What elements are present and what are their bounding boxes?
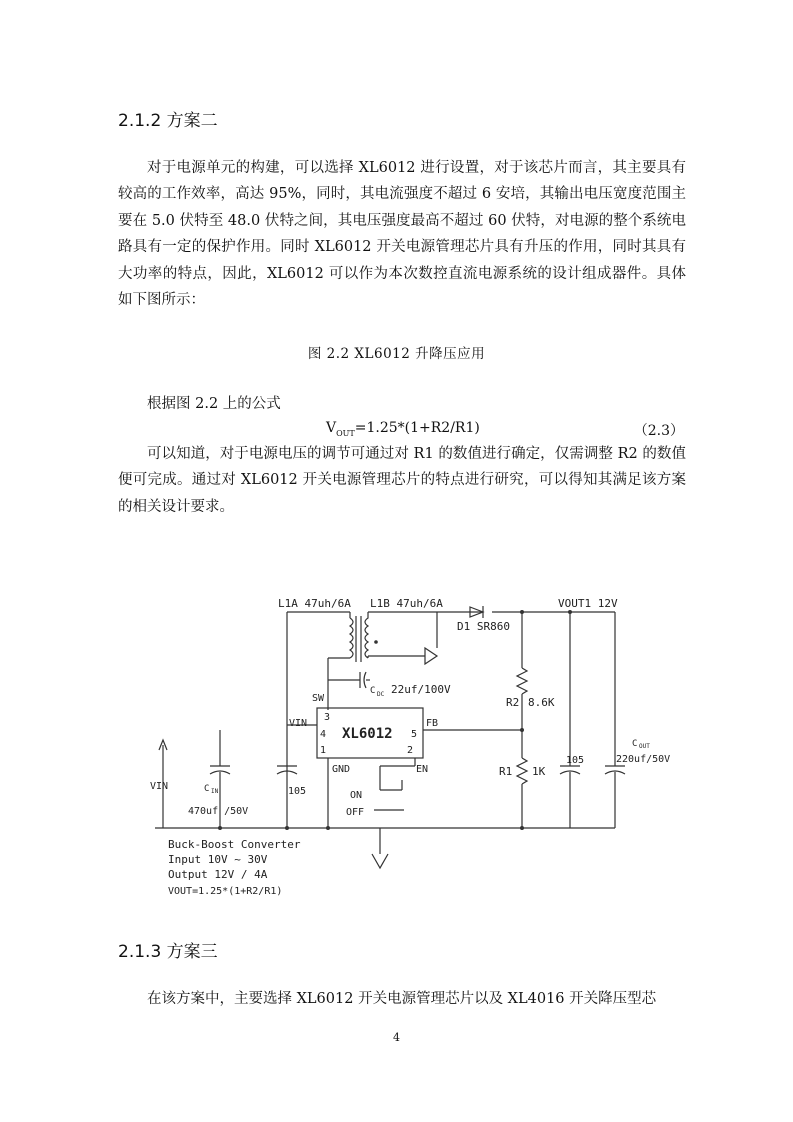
label-off: OFF [346, 807, 365, 818]
label-chip: XL6012 [342, 726, 393, 742]
label-vin-side: VIN [150, 781, 169, 792]
label-cdc-sub: DC [377, 691, 385, 698]
label-on: ON [350, 790, 363, 801]
label-l1a: L1A 47uh/6A [278, 597, 351, 610]
label-r1: R1 [499, 765, 513, 778]
page-number: 4 [393, 1031, 400, 1044]
paragraph-power-unit: 对于电源单元的构建，可以选择 XL6012 进行设置，对于该芯片而言，其主要具有较高的工作效率，高达 95%，同时，其电流强度不超过 6 安培，其输出电压宽度范围主要在 5.0 伏特至 48.0 伏特之间，其电压强度最高不超过 60 伏特，对电源的整个系统电路具有一定的保护作用。同时 XL6012 开关电源管理芯片具有升压的作用，同时其具有大功率的特点，因此，XL6012 可以作为本次数控直流电源系统的设计组成器件。具体如下图所示： [118, 160, 686, 309]
label-cin-value: 470uf /50V [188, 806, 249, 817]
label-cin-c: C [204, 784, 210, 794]
label-pin-5: 5 [411, 729, 418, 740]
section-heading-2-1-2: 2.1.2 方案二 [118, 111, 218, 131]
note-buck-boost: Buck-Boost Converter [168, 838, 301, 851]
label-cout-sub: OUT [639, 743, 650, 750]
label-gnd: GND [332, 764, 351, 775]
note-vout-formula: VOUT=1.25*(1+R2/R1) [168, 886, 283, 897]
label-c105-right: 105 [566, 755, 585, 766]
formula-number: （2.3） [633, 423, 684, 439]
label-r2: R2 [506, 696, 520, 709]
label-sw: SW [312, 693, 325, 704]
paragraph-adjustment: 可以知道，对于电源电压的调节可通过对 R1 的数值进行确定，仅需调整 R2 的数值便可完成。通过对 XL6012 开关电源管理芯片的特点进行研究，可以得知其满足该方案的相关设计要求。 [118, 446, 686, 515]
formula-2-3 [118, 420, 686, 442]
label-pin-2: 2 [407, 745, 414, 756]
label-r1-value: 1K [532, 765, 546, 778]
label-pin-4: 4 [320, 729, 327, 740]
formula-intro: 根据图 2.2 上的公式 [147, 396, 281, 412]
note-output: Output 12V / 4A [168, 868, 268, 881]
figure-caption: 图 2.2 XL6012 升降压应用 [307, 346, 486, 362]
label-fb: FB [426, 718, 439, 729]
label-cdc-c: C [370, 686, 376, 696]
section-heading-2-1-3: 2.1.3 方案三 [118, 942, 218, 962]
label-pin-1: 1 [320, 745, 327, 756]
label-cin-sub: IN [211, 788, 219, 795]
label-r2-value: 8.6K [528, 696, 555, 709]
label-l1b: L1B 47uh/6A [370, 597, 443, 610]
label-c105-left: 105 [288, 786, 307, 797]
note-input: Input 10V ~ 30V [168, 853, 268, 866]
paragraph-scheme-three: 在该方案中，主要选择 XL6012 开关电源管理芯片以及 XL4016 开关降压型芯 [147, 991, 657, 1007]
label-cout-value: 220uf/50V [616, 754, 671, 765]
label-d1: D1 SR860 [457, 620, 510, 633]
label-en: EN [416, 764, 429, 775]
formula-expression: $V_{OUT}=1.25*(1+R2/R1)$ [326, 420, 480, 438]
label-pin-3: 3 [324, 712, 331, 723]
label-vin-pin: VIN [289, 718, 308, 729]
xl6012-circuit-diagram [140, 580, 671, 905]
label-vout: VOUT1 12V [558, 597, 618, 610]
label-cdc-value: 22uf/100V [391, 683, 451, 696]
label-cout-c: C [632, 739, 638, 749]
